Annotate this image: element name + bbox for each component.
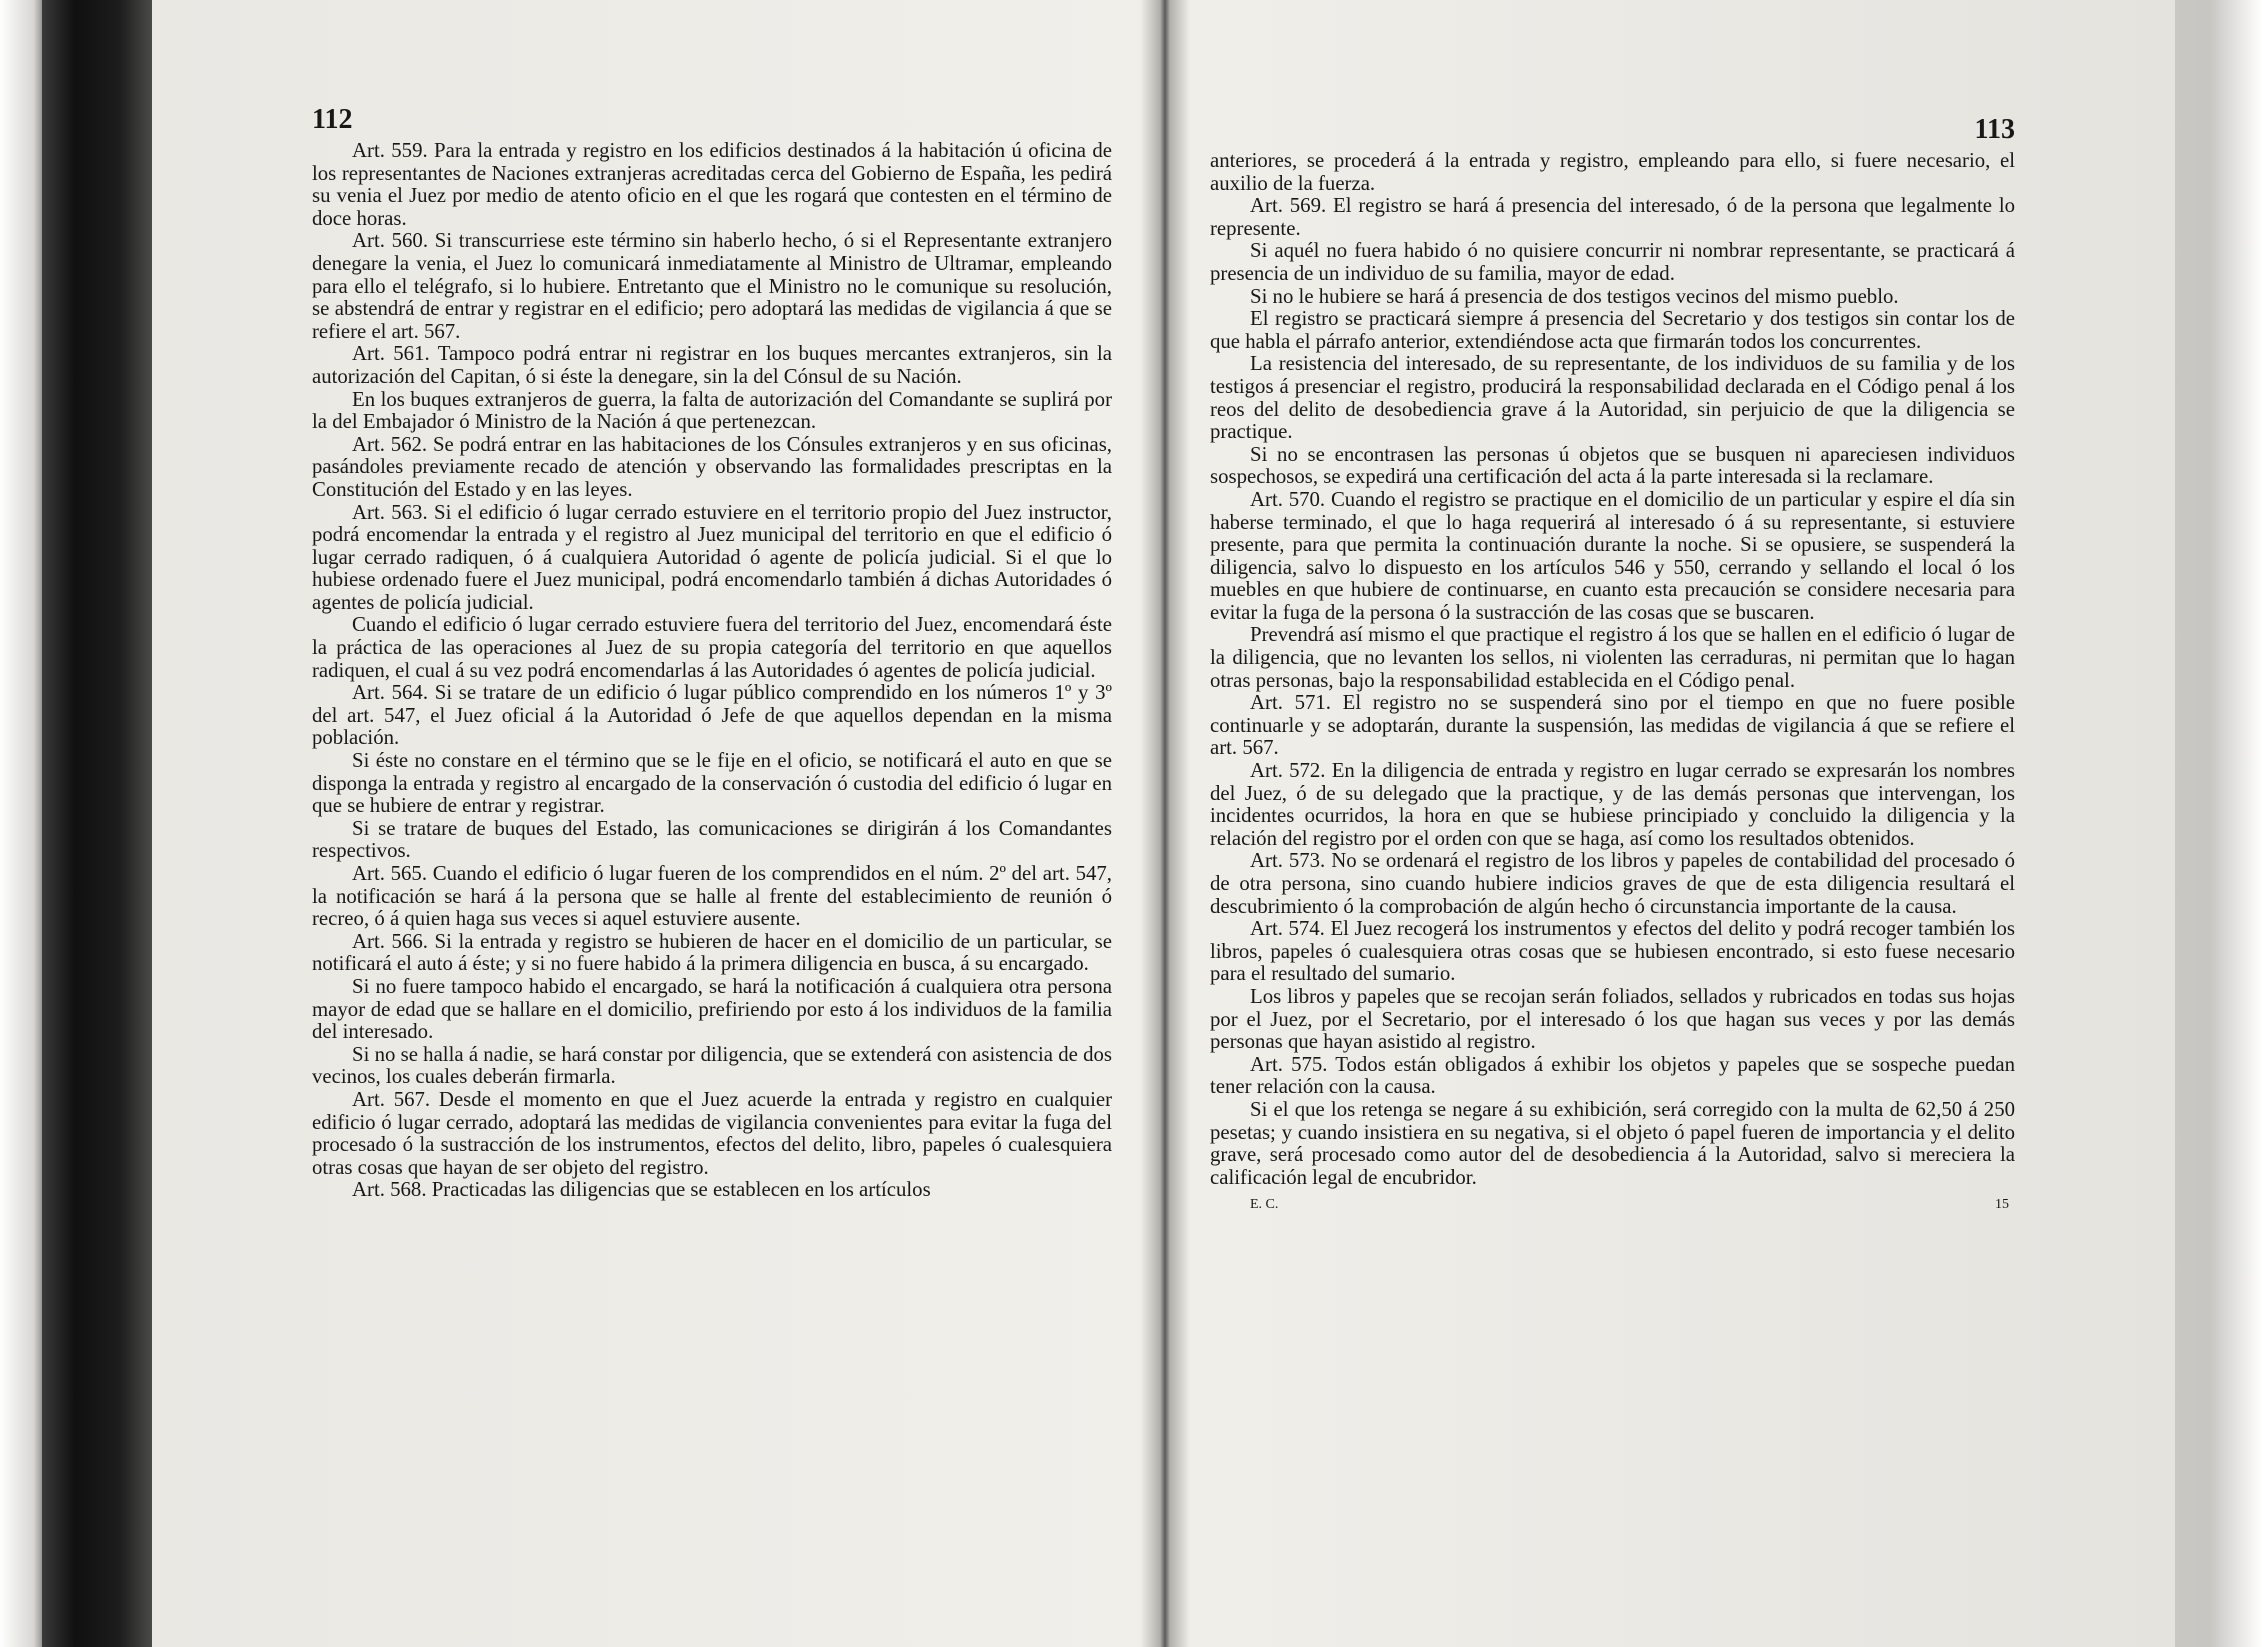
article-number: Art. 565. — [352, 862, 428, 885]
article-number: Art. 566. — [352, 929, 428, 953]
article-paragraph — [1210, 918, 2015, 986]
paragraph-text: Tampoco podrá entrar ni registrar en los buques mercantes extranjeros, sin la autorización del Capitan, ó si éste la denegare, sin la del Cónsul de su Nación. — [312, 342, 1113, 388]
paragraph — [1210, 1099, 2015, 1189]
paragraph-text: Si aquél no fuera habido ó no quisiere concurrir ni nombrar representante, se practicará á presencia de un individuo de su familia, mayor de edad. — [1210, 239, 2015, 285]
article-number: Art. 562. — [352, 432, 428, 456]
page-number: 113 — [1974, 114, 2015, 145]
paragraph-text: El registro se practicará siempre á presencia del Secretario y dos testigos sin contar los de que habla el párrafo anterior, extendiéndose acta que firmarán todos los concurrentes. — [1210, 307, 2015, 353]
signature-mark: E. C. — [1250, 1197, 1279, 1213]
paragraph — [1210, 150, 2015, 195]
paragraph-text: Prevendrá así mismo el que practique el registro á los que se hallen en el edificio ó lugar de la diligencia, que no levanten los sellos, ni violenten las cerraduras, ni permitan que lo hagan otras personas, bajo la responsabilidad establecida en el Código penal. — [1210, 623, 2015, 692]
article-number: Art. 574. — [1250, 917, 1325, 941]
article-number: Art. 561. — [352, 342, 430, 366]
article-paragraph — [312, 502, 1112, 615]
scan-left-margin — [0, 0, 42, 1647]
right-page — [1190, 0, 2175, 1647]
article-paragraph — [1210, 850, 2015, 918]
page-body — [1210, 150, 2015, 1189]
article-number: Art. 560. — [352, 229, 429, 253]
paragraph-text: Desde el momento en que el Juez acuerde la entrada y registro en cualquier edificio ó lugar cerrado, adoptará las medidas de vigilancia convenientes para evitar la fuga del procesado ó la sustracción de los instrumentos, efectos del delito, libro, papeles ó cualesquiera otras cosas que hayan de ser objeto del registro. — [312, 1087, 1113, 1179]
paragraph-text: En la diligencia de entrada y registro en lugar cerrado se expresarán los nombres del Juez, ó de su delegado que la practique, y de las demás personas que intervengan, los incidentes ocurridos, la hora en que se hubiese principiado y concluido la diligencia y la relación del registro por el orden con que se haga, así como los resultados obtenidos. — [1210, 759, 2016, 850]
paragraph-text: anteriores, se procederá á la entrada y registro, empleando para ello, si fuere necesario, el auxilio de la fuerza. — [1210, 149, 2015, 195]
paragraph-text: El registro no se suspenderá sino por el tiempo en que no fuere posible continuarle y se adoptarán, durante la suspensión, las medidas de vigilancia á que se refiere el art. 567. — [1210, 691, 2015, 760]
paragraph-text: La resistencia del interesado, de su representante, de los individuos de su familia y de los testigos á presenciar el registro, producirá la responsabilidad declarada en el Código penal á los reos del delito de desobediencia grave á la Autoridad, sin perjuicio de que la diligencia se practique. — [1210, 352, 2015, 444]
paragraph — [1210, 353, 2015, 443]
article-number: Art. 572. — [1250, 759, 1326, 783]
paragraph-text: Si el edificio ó lugar cerrado estuviere en el territorio propio del Juez instructor, podrá encomendar la entrada y el registro al Juez municipal del territorio en que el edificio ó lugar cerrado radiquen, ó á cualquiera Autoridad ó agente de policía judicial. Si el que lo hubiese ordenado fuere el Juez municipal, podrá encomendarlo también á dichas Autoridades ó agentes de policía judicial. — [312, 500, 1113, 614]
paragraph-text: Si no se halla á nadie, se hará constar por diligencia, que se extenderá con asistencia de dos vecinos, los cuales deberán firmarla. — [312, 1042, 1112, 1089]
paragraph — [312, 976, 1112, 1044]
paragraph — [1210, 444, 2015, 489]
paragraph-text: Se podrá entrar en las habitaciones de los Cónsules extranjeros y en sus oficinas, pasándoles previamente recado de atención y observando las formalidades prescriptas en la Constitución del Estado y en las leyes. — [312, 432, 1112, 501]
left-page — [152, 0, 1140, 1647]
paragraph-text: Si la entrada y registro se hubieren de hacer en el domicilio de un particular, se notificará el auto á éste; y si no fuere habido á la primera diligencia en busca, á su encargado. — [312, 929, 1112, 976]
paragraph-text: Si éste no constare en el término que se le fije en el oficio, se notificará el auto en que se disponga la entrada y registro al encargado de la conservación ó custodia del edificio ó lugar en que se hubiere de entrar y registrar. — [312, 749, 1112, 818]
paragraph — [1210, 286, 2015, 309]
article-paragraph — [1210, 692, 2015, 760]
article-paragraph — [312, 682, 1112, 750]
paragraph — [312, 614, 1112, 682]
article-number: Art. 575. — [1250, 1052, 1328, 1076]
article-paragraph — [312, 140, 1112, 230]
paragraph-text: Si el que los retenga se negare á su exhibición, será corregido con la multa de 62,50 á 250 pesetas; y cuando insistiera en su negativa, si el objeto ó papel fueren de importancia y el delito grave, será procesado como autor del de desobediencia á la Autoridad, salvo si mereciera la calificación legal de encubridor. — [1210, 1097, 2015, 1189]
article-number: Art. 570. — [1250, 487, 1326, 511]
paragraph-text: Para la entrada y registro en los edificios destinados á la habitación ú oficina de los representantes de Naciones extranjeras acreditadas cerca del Gobierno de España, les pedirá su venia el Juez por medio de atento oficio en el que les rogará que contesten en el término de doce horas. — [312, 139, 1112, 230]
article-paragraph — [312, 230, 1112, 343]
paragraph-text: Practicadas las diligencias que se establecen en los artículos — [431, 1178, 931, 1202]
printer-signature — [1210, 1197, 2015, 1213]
paragraph — [1210, 240, 2015, 285]
paragraph — [312, 750, 1112, 818]
article-paragraph — [1210, 489, 2015, 625]
article-number: Art. 564. — [352, 681, 429, 705]
paragraph-text: Cuando el registro se practique en el domicilio de un particular y espire el día sin haberse terminado, el que lo haga requerirá al interesado ó á su representante, si estuviere presente, para que permita la continuación durante la noche. Si se opusiere, se suspenderá la diligencia, salvo lo dispuesto en los artículos 546 y 550, cerrando y sellando el local ó los muebles en que hubiere de continuarse, en cuanto esta precaución se considere necesaria para evitar la fuga de la persona ó la sustracción de las cosas que se buscaren. — [1210, 487, 2016, 624]
paragraph-text: Los libros y papeles que se recojan serán foliados, sellados y rubricados en todas sus hojas por el Juez, por el Secretario, por el interesado ó los que hagan sus veces y por las demás personas que hayan asistido al registro. — [1210, 984, 2015, 1054]
paragraph — [1210, 624, 2015, 692]
book-gutter — [1140, 0, 1190, 1647]
article-number: Art. 559. — [352, 139, 428, 162]
paragraph-text: Si transcurriese este término sin haberlo hecho, ó si el Representante extranjero denegare la venia, el Juez lo comunicará inmediatamente al Ministro de Ultramar, empleando para ello el telégrafo, si lo hubiere. Entretanto que el Ministro no le comunique su resolución, se abstendrá de entrar y registrar en el edificio; pero adoptará las medidas de vigilancia á que se refiere el art. 567. — [312, 229, 1113, 343]
article-paragraph — [1210, 1054, 2015, 1099]
paragraph-text: Cuando el edificio ó lugar cerrado estuviere fuera del territorio del Juez, encomendará éste la práctica de las operaciones al Juez de su propia categoría del territorio en que aquellos radiquen, el cual á su vez podrá encomendarlas á las Autoridades ó agentes de policía judicial. — [312, 613, 1112, 682]
paragraph — [312, 1044, 1112, 1089]
article-number: Art. 563. — [352, 500, 428, 524]
article-number: Art. 571. — [1250, 691, 1331, 715]
paragraph-text: Cuando el edificio ó lugar fueren de los comprendidos en el núm. 2º del art. 547, la notificación se hará á la persona que se halle al frente del establecimiento de reunión ó recreo, ó á quien haga sus veces si aquel estuviere ausente. — [312, 862, 1112, 931]
article-paragraph — [312, 931, 1112, 976]
article-paragraph — [1210, 195, 2015, 240]
article-number: Art. 569. — [1250, 194, 1327, 218]
page-number: 112 — [312, 104, 353, 135]
article-paragraph — [312, 434, 1112, 502]
paragraph-text: No se ordenará el registro de los libros y papeles de contabilidad del procesado ó de otra persona, sino cuando hubiere indicios graves de que de esta diligencia resultará el descubrimiento ó la comprobación de algún hecho ó circunstancia importante de la causa. — [1210, 849, 2016, 918]
article-paragraph — [312, 1179, 1112, 1202]
paragraph-text: Si no fuere tampoco habido el encargado, se hará la notificación á cualquiera otra persona mayor de edad que se hallare en el domicilio, prefiriendo por esto á los individuos de la familia del interesado. — [312, 974, 1112, 1044]
paragraph-text: Si se tratare de buques del Estado, las comunicaciones se dirigirán á los Comandantes respectivos. — [312, 816, 1112, 863]
paragraph-text: El registro se hará á presencia del interesado, ó de la persona que legalmente lo represente. — [1210, 194, 2016, 240]
article-number: Art. 567. — [352, 1087, 431, 1111]
paragraph — [312, 818, 1112, 863]
paragraph — [1210, 308, 2015, 353]
paragraph — [1210, 986, 2015, 1054]
article-paragraph — [1210, 760, 2015, 850]
article-paragraph — [312, 1089, 1112, 1179]
book-binding-shadow — [42, 0, 152, 1647]
paragraph-text: Todos están obligados á exhibir los objetos y papeles que se sospeche puedan tener relación con la causa. — [1210, 1052, 2015, 1099]
paragraph-text: El Juez recogerá los instrumentos y efectos del delito y podrá recoger también los libros, papeles ó cualesquiera otras cosas que se hubiesen encontrado, si esto fuese necesario para el resultado del sumario. — [1210, 917, 2016, 986]
paragraph-text: Si no le hubiere se hará á presencia de dos testigos vecinos del mismo pueblo. — [1250, 284, 1899, 308]
article-number: Art. 568. — [352, 1178, 427, 1202]
scan-right-margin — [2175, 0, 2262, 1647]
paragraph — [312, 389, 1112, 434]
article-paragraph — [312, 863, 1112, 931]
paragraph-text: Si no se encontrasen las personas ú objetos que se busquen ni apareciesen individuos sospechosos, se expedirá una certificación del acta á la parte interesada si la reclamare. — [1210, 442, 2015, 489]
article-paragraph — [312, 343, 1112, 388]
signature-number: 15 — [1995, 1197, 2009, 1213]
article-number: Art. 573. — [1250, 849, 1326, 873]
page-body — [312, 140, 1112, 1202]
paragraph-text: Si se tratare de un edificio ó lugar público comprendido en los números 1º y 3º del art. 547, el Juez oficial á la Autoridad ó Jefe de que aquellos dependan en la misma población. — [312, 681, 1112, 750]
paragraph-text: En los buques extranjeros de guerra, la falta de autorización del Comandante se suplirá por la del Embajador ó Ministro de la Nación á que pertenezcan. — [312, 387, 1112, 434]
